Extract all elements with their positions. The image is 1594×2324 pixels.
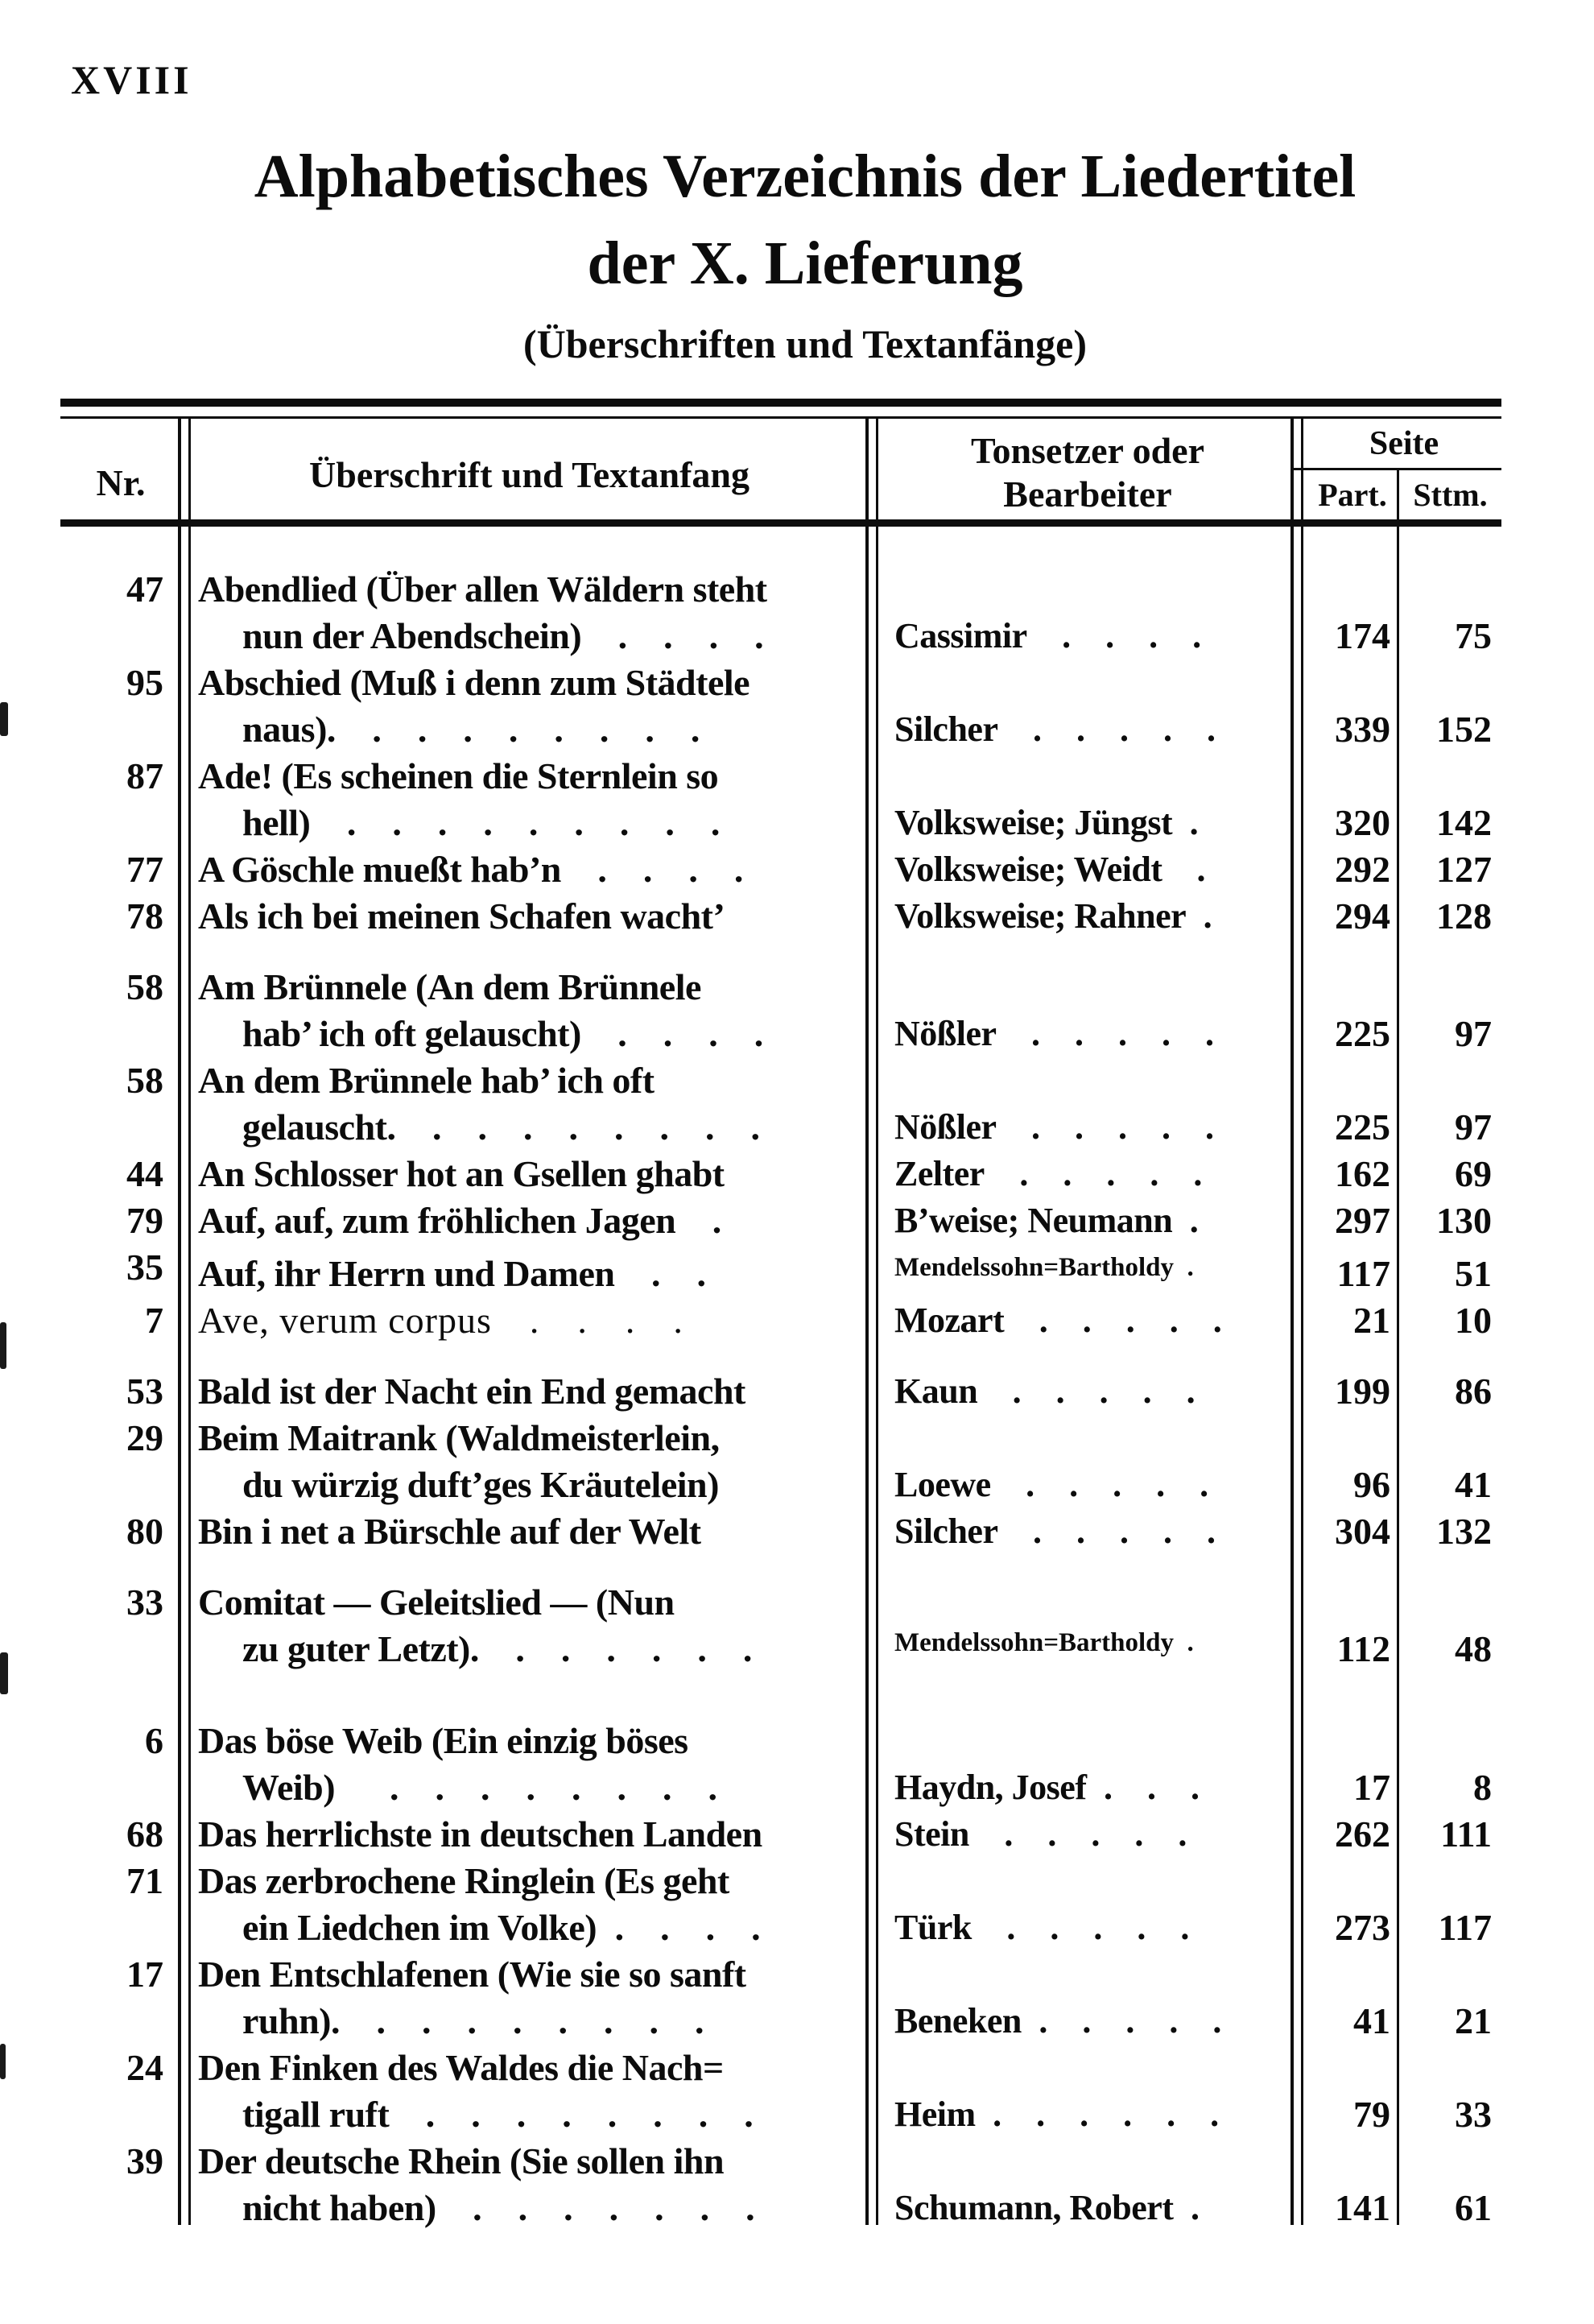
page-sttm: 33 (1455, 2094, 1492, 2135)
row-number: 77 (126, 849, 163, 890)
table-row (60, 1244, 1501, 1297)
table-row (60, 964, 1501, 1057)
row-number: 53 (126, 1371, 163, 1412)
page-part: 304 (1335, 1511, 1390, 1552)
page-sttm: 69 (1455, 1153, 1492, 1194)
song-title-line: An Schlosser hot an Gsellen ghabt (198, 1153, 725, 1194)
composer: Nößler . . . . . (894, 1107, 1214, 1147)
song-title-line: hab’ ich oft gelauscht) . . . . (242, 1013, 763, 1054)
table-row (60, 1368, 1501, 1415)
song-index-table (60, 399, 1501, 2243)
page-part: 112 (1336, 1628, 1390, 1669)
song-title-line: Den Entschlafenen (Wie sie so sanft (198, 1954, 746, 1995)
song-title (193, 1811, 865, 1858)
table-row (60, 753, 1501, 846)
page-part: 141 (1335, 2187, 1390, 2228)
song-title (193, 2045, 865, 2138)
song-title-line: Abschied (Muß i denn zum Städtele (198, 662, 750, 703)
row-number: 35 (126, 1247, 163, 1288)
page-sttm: 10 (1455, 1300, 1492, 1341)
table-row (60, 893, 1501, 940)
row-number: 17 (126, 1954, 163, 1995)
song-title-line: tigall ruft . . . . . . . . (242, 2094, 754, 2135)
page-sttm: 21 (1455, 2000, 1492, 2041)
composer: Loewe . . . . . (894, 1465, 1208, 1504)
row-number: 6 (145, 1720, 163, 1761)
page-subtitle: (Überschriften und Textanfänge) (522, 321, 1088, 366)
page-part: 294 (1335, 895, 1390, 937)
song-title (193, 1415, 865, 1508)
song-title (193, 1197, 865, 1244)
header-composer-line2: Bearbeiter (1003, 473, 1172, 515)
song-title (193, 566, 865, 660)
row-number: 47 (126, 569, 163, 610)
row-number: 87 (126, 755, 163, 796)
composer: Beneken . . . . . (894, 2001, 1221, 2041)
table-row (60, 1579, 1501, 1673)
page-sttm: 111 (1440, 1813, 1492, 1855)
page-part: 174 (1335, 615, 1390, 656)
composer: Türk . . . . . (894, 1908, 1189, 1947)
page-sttm: 127 (1436, 849, 1492, 890)
row-number: 33 (126, 1582, 163, 1623)
page-part: 339 (1335, 709, 1390, 750)
table-body (60, 527, 1501, 2231)
composer: Schumann, Robert . (894, 2188, 1200, 2227)
table-row (60, 1858, 1501, 1951)
song-title-line: nicht haben) . . . . . . . (242, 2187, 755, 2228)
composer: Heim . . . . . . (894, 2094, 1219, 2134)
header-bottom-rule (60, 519, 1501, 527)
song-title (193, 964, 865, 1057)
page-sttm: 61 (1455, 2187, 1492, 2228)
page-title-line2: der X. Lieferung (587, 230, 1023, 297)
song-title (193, 2138, 865, 2231)
composer: Mozart . . . . . (894, 1301, 1222, 1340)
song-title (193, 1858, 865, 1951)
composer: Volksweise; Jüngst . (894, 803, 1199, 842)
composer: Cassimir . . . . (894, 616, 1201, 655)
page-sttm: 48 (1455, 1628, 1492, 1669)
page-part: 292 (1335, 849, 1390, 890)
song-title (193, 1368, 865, 1415)
table-row (60, 2138, 1501, 2231)
composer: Volksweise; Weidt . (894, 850, 1206, 889)
song-title-line: Abendlied (Über allen Wäldern steht (198, 569, 767, 610)
song-title-line: Das böse Weib (Ein einzig böses (198, 1720, 688, 1761)
song-title (193, 846, 865, 893)
song-title-line: Der deutsche Rhein (Sie sollen ihn (198, 2140, 725, 2181)
song-title-line: Als ich bei meinen Schafen wacht’ (198, 895, 725, 937)
table-row (60, 566, 1501, 660)
scan-artifact (0, 1322, 6, 1369)
header-composer-line1: Tonsetzer oder (970, 430, 1204, 471)
composer: Zelter . . . . . (894, 1154, 1202, 1193)
composer: Mendelssohn=Bartholdy . (894, 1253, 1194, 1282)
page-sttm: 117 (1438, 1907, 1492, 1948)
composer: B’weise; Neumann . (894, 1201, 1199, 1240)
table-top-rule-thin (60, 416, 1501, 419)
header-composer (883, 429, 1292, 516)
song-title-line: Ade! (Es scheinen die Sternlein so (198, 755, 719, 796)
header-nr: Nr. (96, 462, 146, 503)
page-part: 79 (1353, 2094, 1390, 2135)
page-sttm: 8 (1473, 1767, 1492, 1808)
page-part: 273 (1335, 1907, 1390, 1948)
row-number: 58 (126, 1060, 163, 1101)
song-title-line: Ave, verum corpus . . . . (198, 1300, 683, 1341)
table-row (60, 1197, 1501, 1244)
song-title-line: du würzig duft’ges Kräutelein) (242, 1464, 719, 1505)
composer: Volksweise; Rahner . (894, 896, 1212, 936)
page-part: 262 (1335, 1813, 1390, 1855)
song-title-line: Den Finken des Waldes die Nach= (198, 2047, 724, 2088)
table-row (60, 1811, 1501, 1858)
row-number: 79 (126, 1200, 163, 1241)
song-title-line: A Göschle mueßt hab’n . . . . (198, 849, 743, 890)
song-title-line: Comitat — Geleitslied — (Nun (198, 1582, 675, 1623)
song-title-line: nun der Abendschein) . . . . (242, 615, 764, 656)
table-row (60, 660, 1501, 753)
page-sttm: 86 (1455, 1371, 1492, 1412)
row-number: 44 (126, 1153, 163, 1194)
composer: Nößler . . . . . (894, 1014, 1214, 1053)
page-sttm: 132 (1436, 1511, 1492, 1552)
header-title: Überschrift und Textanfang (309, 454, 750, 495)
song-title-line: An dem Brünnele hab’ ich oft (198, 1060, 655, 1101)
page-part: 162 (1335, 1153, 1390, 1194)
table-row (60, 1718, 1501, 1811)
song-title (193, 1718, 865, 1811)
table-top-rule (60, 399, 1501, 407)
page-sttm: 97 (1455, 1106, 1492, 1148)
page-sttm: 97 (1455, 1013, 1492, 1054)
composer: Haydn, Josef . . . (894, 1768, 1200, 1807)
row-number: 71 (126, 1860, 163, 1901)
page-sttm: 51 (1455, 1253, 1492, 1294)
song-title (193, 1297, 865, 1344)
page-part: 320 (1335, 802, 1390, 843)
header-seite: Seite (1369, 425, 1439, 462)
table-row (60, 2045, 1501, 2138)
page-part: 96 (1353, 1464, 1390, 1505)
song-title-line: Beim Maitrank (Waldmeisterlein, (198, 1417, 720, 1458)
song-title (193, 1151, 865, 1197)
page-part: 41 (1353, 2000, 1390, 2041)
scan-artifact (0, 702, 8, 736)
table-row (60, 846, 1501, 893)
song-title-line: Auf, auf, zum fröhlichen Jagen . (198, 1200, 721, 1241)
song-title (193, 660, 865, 753)
table-row (60, 1508, 1501, 1555)
page-sttm: 130 (1436, 1200, 1492, 1241)
row-number: 95 (126, 662, 163, 703)
song-title-line: Bald ist der Nacht ein End gemacht (198, 1371, 745, 1412)
row-number: 80 (126, 1511, 163, 1552)
page-sttm: 41 (1455, 1464, 1492, 1505)
song-title-line: zu guter Letzt). . . . . . . (242, 1628, 752, 1669)
song-title-line: Bin i net a Bürschle auf der Welt (198, 1511, 701, 1552)
row-number: 24 (126, 2047, 163, 2088)
song-title (193, 1579, 865, 1673)
row-number: 39 (126, 2140, 163, 2181)
song-title-line: Das zerbrochene Ringlein (Es geht (198, 1860, 729, 1901)
song-title-line: gelauscht. . . . . . . . . (242, 1106, 760, 1148)
table-row (60, 1415, 1501, 1508)
page-part: 21 (1353, 1300, 1390, 1341)
page-part: 225 (1335, 1013, 1390, 1054)
composer: Stein . . . . . (894, 1814, 1187, 1854)
page-part: 199 (1335, 1371, 1390, 1412)
song-title-line: Auf, ihr Herrn und Damen . . (198, 1253, 706, 1294)
song-title-line: ein Liedchen im Volke) . . . . (242, 1907, 761, 1948)
page-part: 17 (1353, 1767, 1390, 1808)
song-title-line: Am Brünnele (An dem Brünnele (198, 966, 701, 1007)
page-part: 117 (1336, 1253, 1390, 1294)
song-title (193, 1508, 865, 1555)
song-title (193, 1057, 865, 1151)
composer: Kaun . . . . . (894, 1371, 1196, 1411)
song-title (193, 753, 865, 846)
song-title-line: naus). . . . . . . . . (242, 709, 700, 750)
page-sttm: 142 (1436, 802, 1492, 843)
row-number: 78 (126, 895, 163, 937)
song-title (193, 1951, 865, 2045)
composer: Mendelssohn=Bartholdy . (894, 1628, 1194, 1657)
row-number: 68 (126, 1813, 163, 1855)
page-part: 297 (1335, 1200, 1390, 1241)
table-row (60, 1951, 1501, 2045)
scan-artifact (0, 1652, 8, 1694)
page-title-line1: Alphabetisches Verzeichnis der Liedertitel (254, 143, 1357, 210)
header-sttm: Sttm. (1413, 477, 1488, 513)
table-row (60, 1057, 1501, 1151)
song-title (193, 1251, 865, 1297)
table-row (60, 1151, 1501, 1197)
page-sttm: 75 (1455, 615, 1492, 656)
composer: Silcher . . . . . (894, 1511, 1216, 1551)
table-row (60, 1297, 1501, 1344)
page-number: XVIII (71, 57, 192, 102)
song-title-line: Weib) . . . . . . . . (242, 1767, 717, 1808)
song-title (193, 893, 865, 940)
scan-artifact (0, 2044, 6, 2079)
page-sttm: 152 (1436, 709, 1492, 750)
header-part: Part. (1318, 477, 1387, 513)
song-title-line: hell) . . . . . . . . . (242, 802, 720, 843)
song-title-line: Das herrlichste in deutschen Landen (198, 1813, 762, 1855)
page-part: 225 (1335, 1106, 1390, 1148)
row-number: 29 (126, 1417, 163, 1458)
row-number: 7 (145, 1300, 163, 1341)
row-number: 58 (126, 966, 163, 1007)
song-title-line: ruhn). . . . . . . . . (242, 2000, 704, 2041)
composer: Silcher . . . . . (894, 709, 1216, 749)
page-sttm: 128 (1436, 895, 1492, 937)
